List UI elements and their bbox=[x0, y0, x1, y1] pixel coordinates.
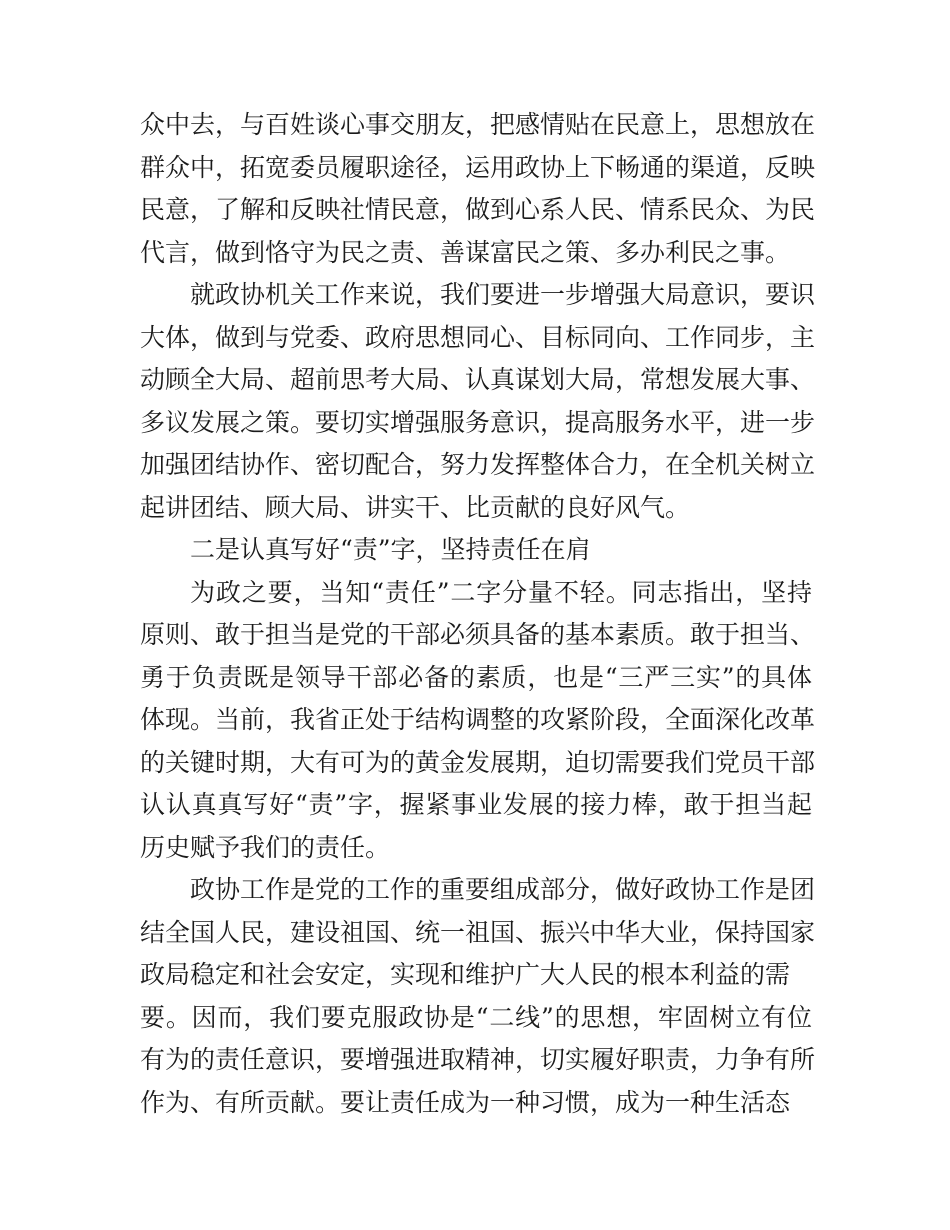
text-line: 政局稳定和社会安定，实现和维护广大人民的根本利益的需 bbox=[140, 960, 791, 989]
text-line: 众中去，与百姓谈心事交朋友，把感情贴在民意上，思想放在 bbox=[140, 110, 816, 139]
text-line: 起讲团结、顾大局、讲实干、比贡献的良好风气。 bbox=[140, 492, 691, 522]
text-line: 认认真真写好“责”字，握紧事业发展的接力棒，敢于担当起 bbox=[140, 790, 812, 819]
text-line: 政协工作是党的工作的重要组成部分，做好政协工作是团 bbox=[190, 875, 816, 904]
text-line: 为政之要，当知“责任”二字分量不轻。同志指出，坚持 bbox=[190, 577, 812, 607]
text-line: 的关键时期，大有可为的黄金发展期，迫切需要我们党员干部 bbox=[140, 747, 816, 777]
text-line: 勇于负责既是领导干部必备的素质，也是“三严三实”的具体 bbox=[140, 662, 812, 692]
text-line: 多议发展之策。要切实增强服务意识，提高服务水平，进一步 bbox=[140, 407, 816, 437]
text-line: 体现。当前，我省正处于结构调整的攻紧阶段，全面深化改革 bbox=[140, 705, 816, 734]
text-line: 动顾全大局、超前思考大局、认真谋划大局，常想发展大事、 bbox=[140, 365, 816, 394]
text-line: 二是认真写好“责”字，坚持责任在肩 bbox=[190, 535, 591, 564]
text-line: 民意，了解和反映社情民意，做到心系人民、情系民众、为民 bbox=[140, 195, 816, 224]
text-line: 就政协机关工作来说，我们要进一步增强大局意识，要识 bbox=[190, 280, 816, 309]
text-line: 要。因而，我们要克服政协是“二线”的思想，牢固树立有位 bbox=[140, 1002, 812, 1032]
text-line: 原则、敢于担当是党的干部必须具备的基本素质。敢于担当、 bbox=[140, 620, 816, 649]
document-body bbox=[140, 104, 816, 1124]
text-line: 有为的责任意识，要增强进取精神，切实履好职责，力争有所 bbox=[140, 1045, 816, 1074]
text-line: 大体，做到与党委、政府思想同心、目标同向、工作同步，主 bbox=[140, 322, 816, 352]
text-line: 加强团结协作、密切配合，努力发挥整体合力，在全机关树立 bbox=[140, 450, 816, 479]
text-line: 代言，做到恪守为民之责、善谋富民之策、多办利民之事。 bbox=[140, 237, 791, 267]
text-line: 群众中，拓宽委员履职途径，运用政协上下畅通的渠道，反映 bbox=[140, 152, 816, 182]
text-line: 作为、有所贡献。要让责任成为一种习惯，成为一种生活态 bbox=[140, 1087, 791, 1117]
text-line: 结全国人民，建设祖国、统一祖国、振兴中华大业，保持国家 bbox=[140, 917, 816, 947]
text-line: 历史赋予我们的责任。 bbox=[140, 832, 391, 862]
document-page bbox=[140, 104, 816, 1124]
